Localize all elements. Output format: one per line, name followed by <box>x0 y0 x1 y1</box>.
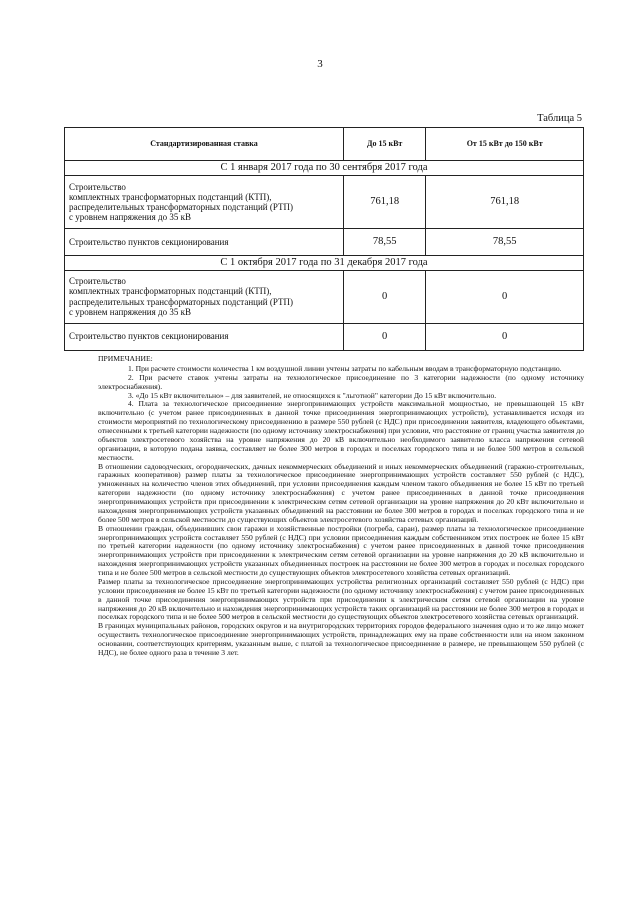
table-row <box>65 228 584 255</box>
rate-name-line: с уровнем напряжения до 35 кВ <box>69 306 191 317</box>
note-paragraph: Размер платы за технологическое присоединение энергопринимающих устройства религиозных организаций составляет 550 рублей (с НДС) при условии присоединения не более 15 кВт по третьей категории надежности (по одному источнику электроснабжения) с учетом ранее присоединенных в данной точке присоединения энергопринимающих устройств при присоединении к электрическим сетям сетевой организации на уровне напряжения до 20 кВ включительно и нахождения энергопринимающих устройств таких организаций на расстоянии не более 300 метров в городах и поселках городского типа и не более 500 метров в сельской местности до существующих объектов электросетевого хозяйства сетевых организаций. <box>98 576 584 622</box>
value-15-150kw: 0 <box>426 270 584 323</box>
period-row <box>65 255 584 270</box>
rate-name-line: распределительных трансформаторных подстанций (РТП) <box>69 296 293 307</box>
table-row <box>65 270 584 323</box>
notes-section <box>98 355 584 658</box>
note-item: 1. При расчете стоимости количества 1 км воздушной линии учтены затраты по кабельным вводам в трансформаторную подстанцию. <box>128 363 562 373</box>
value-15-150kw: 78,55 <box>426 228 584 255</box>
table-row <box>65 175 584 228</box>
note-paragraph: В границах муниципальных районов, городских округов и на внутригородских территориях городов федерального значения одно и то же лицо может осуществить технологическое присоединение энергопринимающих устройств, принадлежащих ему на праве собственности или на ином законном основании, соответствующих критериям, указанным выше, с платой за технологическое присоединение в размере, не превышающем 550 рублей (с НДС), не более одного раза в течение 3 лет. <box>98 621 584 657</box>
table-caption: Таблица 5 <box>537 113 582 124</box>
rate-name-line: Строительство <box>69 181 126 192</box>
note-paragraph: В отношении граждан, объединивших свои гаражи и хозяйственные постройки (погреба, сараи), размер платы за технологическое присоединение энергопринимающих устройств составляет 550 рублей (с НДС) при условии присоединения каждым собственником этих построек не более 15 кВт по третьей категории надежности (по одному источнику электроснабжения) с учетом ранее присоединенных в данной точке присоединения энергопринимающих устройств при присоединении к электрическим сетям сетевой организации на уровне напряжения до 20 кВ включительно и нахождения энергопринимающих устройств указанных объединенных построек на расстоянии не более 300 метров в городах и поселках городского типа и не более 500 метров в сельской местности до существующих объектов электросетевого хозяйства сетевых организаций. <box>98 523 584 577</box>
rate-name-line: Строительство пунктов секционирования <box>69 331 229 342</box>
note-paragraph: В отношении садоводческих, огороднических, дачных некоммерческих объединений и иных некоммерческих объединений (гаражно-строительных, гаражных кооперативов) размер платы за технологическое присоединение энергопринимающих устройств составляет 550 рублей (с НДС), умноженных на количество членов этих объединений, при условии присоединения каждым членом такого объединения не более 15 кВт по третьей категории надежности (по одному источнику электроснабжения) с учетом ранее присоединенных в данной точке присоединения энергопринимающих устройств при присоединении к электрическим сетям сетевой организации на уровне напряжения до 20 кВт включительно и нахождения энергопринимающих устройств указанных объединений на расстоянии не более 300 метров в городах и поселках городского типа и не более 500 метров в сельской местности до существующих объектов электросетевого хозяйства сетевых организаций. <box>98 461 584 524</box>
header-15-150kw: От 15 кВт до 150 кВт <box>426 128 584 161</box>
note-item: 4. Плата за технологическое присоединение энергопринимающих устройств максимальной мощностью, не превышающей 15 кВт включительно (с учетом ранее присоединенных в данной точке присоединения энергопринимающих устройств), устанавливается исходя из стоимости мероприятий по технологическому присоединению в размере 550 рублей (с НДС) при присоединении заявителя, владеющего объектами, отнесенными к третьей категории надежности (по одному источнику электроснабжения) при условии, что расстояние от границ участка заявителя до объектов электросетевого хозяйства на уровне напряжения до 20 кВ включительно необходимого заявителю класса напряжения сетевой организации, в которую подана заявка, составляет не более 300 метров в городах и поселках городского типа и не более 500 метров в сельской местности. <box>98 399 584 462</box>
note-item: 2. При расчете ставок учтены затраты на технологическое присоединение по 3 категории надежности (по одному источнику электроснабжения). <box>98 372 584 391</box>
rate-name-line: Строительство <box>69 276 126 287</box>
period-title: С 1 января 2017 года по 30 сентября 2017 года <box>65 161 584 176</box>
rate-name-line: с уровнем напряжения до 35 кВ <box>69 211 191 222</box>
period-row <box>65 161 584 176</box>
value-up-to-15kw: 0 <box>344 323 426 350</box>
table-row <box>65 323 584 350</box>
value-15-150kw: 761,18 <box>426 175 584 228</box>
rate-name <box>65 175 344 228</box>
header-up-to-15kw: До 15 кВт <box>344 128 426 161</box>
note-item: 3. «До 15 кВт включительно» – для заявителей, не относящихся к "льготной" категории До 15 кВт включительно. <box>128 390 497 400</box>
rate-name-line: комплектных трансформаторных подстанций (КТП), <box>69 286 272 297</box>
value-up-to-15kw: 78,55 <box>344 228 426 255</box>
page-number: 3 <box>317 58 323 70</box>
rate-name <box>65 228 344 255</box>
tariff-table <box>64 127 584 351</box>
rate-name-line: комплектных трансформаторных подстанций (КТП), <box>69 191 272 202</box>
rate-name-line: распределительных трансформаторных подстанций (РТП) <box>69 201 293 212</box>
rate-name <box>65 323 344 350</box>
table-header-row <box>65 128 584 161</box>
value-up-to-15kw: 761,18 <box>344 175 426 228</box>
value-up-to-15kw: 0 <box>344 270 426 323</box>
rate-name <box>65 270 344 323</box>
rate-name-line: Строительство пунктов секционирования <box>69 236 229 247</box>
header-rate: Стандартизированная ставка <box>65 128 344 161</box>
period-title: С 1 октября 2017 года по 31 декабря 2017 года <box>65 255 584 270</box>
value-15-150kw: 0 <box>426 323 584 350</box>
notes-heading: ПРИМЕЧАНИЕ: <box>98 354 153 363</box>
